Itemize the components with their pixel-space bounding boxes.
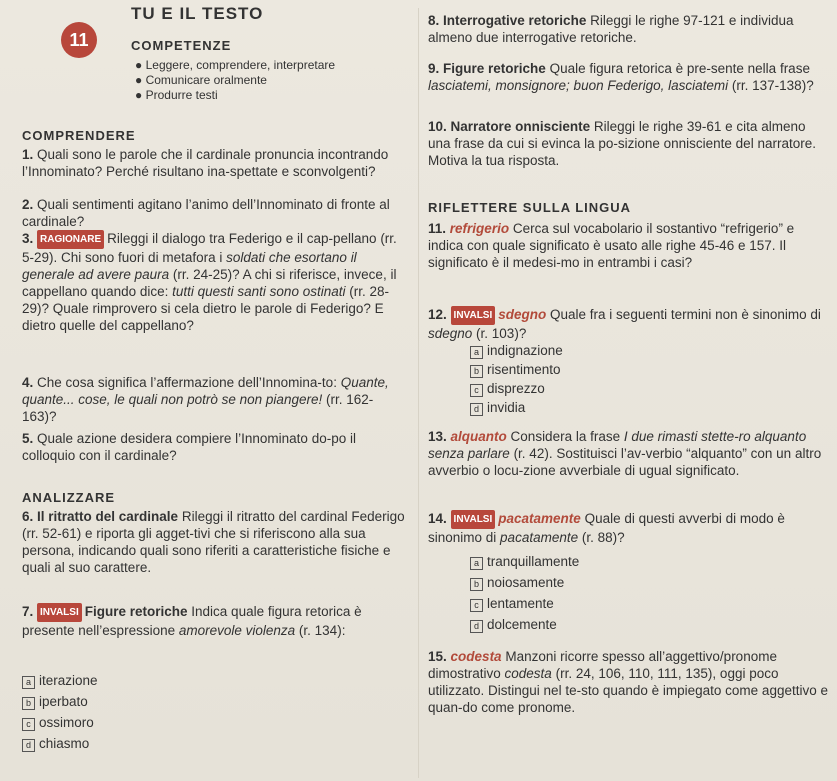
option-b[interactable]: b risentimento xyxy=(470,361,770,378)
option-c[interactable]: c ossimoro xyxy=(22,714,322,731)
option-b[interactable]: b noiosamente xyxy=(470,574,770,591)
question-11: 11. refrigerio Cerca sul vocabolario il sostantivo “refrigerio” e indica con quale significato è usato alle righe 45-46 e 157. Il significato è il medesi-mo in entrambi i casi? xyxy=(428,221,795,270)
question-9: 9. Figure retoriche Quale figura retorica è pre-sente nella frase lasciatemi, monsignore; buon Federigo, lasciatemi (rr. 137-138)? xyxy=(428,61,814,93)
option-a[interactable]: a iterazione xyxy=(22,672,322,689)
column-divider xyxy=(418,8,419,778)
competenza-item: ● Produrre testi xyxy=(135,88,218,102)
option-a[interactable]: a tranquillamente xyxy=(470,553,770,570)
competenza-item: ● Leggere, comprendere, interpretare xyxy=(135,58,336,72)
unit-badge: 11 xyxy=(61,22,97,58)
invalsi-tag: INVALSI xyxy=(451,306,496,325)
question-2: 2. Quali sentimenti agitano l’animo dell’Innominato di fronte al cardinale? xyxy=(22,197,390,229)
question-14-options xyxy=(470,553,770,633)
question-7: 7. INVALSI Figure retoriche Indica quale figura retorica è presente nell’espressione amorevole violenza (r. 134): xyxy=(22,604,362,638)
competenze-heading: COMPETENZE xyxy=(131,38,232,53)
question-12-options xyxy=(470,342,770,416)
comprendere-heading: COMPRENDERE xyxy=(22,128,136,143)
question-4: 4. Che cosa significa l’affermazione dell’Innomina-to: Quante, quante... cose, le quali non potrò se non piangere! (rr. 162-163)? xyxy=(22,375,389,424)
option-d[interactable]: d dolcemente xyxy=(470,616,770,633)
invalsi-tag: INVALSI xyxy=(451,510,496,529)
question-14: 14. INVALSI pacatamente Quale di questi avverbi di modo è sinonimo di pacatamente (r. 88)? xyxy=(428,511,785,545)
option-a[interactable]: a indignazione xyxy=(470,342,770,359)
question-5: 5. Quale azione desidera compiere l’Innominato do-po il colloquio con il cardinale? xyxy=(22,431,356,463)
question-10: 10. Narratore onnisciente Rileggi le righe 39-61 e cita almeno una frase da cui si evinca la po-sizione onnisciente del narratore. Motiva la tua risposta. xyxy=(428,119,816,168)
option-c[interactable]: c disprezzo xyxy=(470,380,770,397)
option-d[interactable]: d chiasmo xyxy=(22,735,322,752)
question-13: 13. alquanto Considera la frase I due rimasti stette-ro alquanto senza parlare (r. 42). Sostituisci l’av-verbio “alquanto” con un altro avverbio o locu-zione avverbiale di ugual significato. xyxy=(428,429,822,478)
competenze-list xyxy=(135,58,405,103)
question-8: 8. Interrogative retoriche Rileggi le righe 97-121 e individua almeno due interrogative retoriche. xyxy=(428,13,794,45)
analizzare-heading: ANALIZZARE xyxy=(22,490,116,505)
question-12: 12. INVALSI sdegno Quale fra i seguenti termini non è sinonimo di sdegno (r. 103)? xyxy=(428,307,821,341)
question-3: 3. RAGIONARE Rileggi il dialogo tra Federigo e il cap-pellano (rr. 5-29). Chi sono fuori di metafora i soldati che esortano il generale ad avere paura (rr. 24-25)? A chi si riferisce, invece, il cappellano quando dice: tutti questi santi sono ostinati (rr. 28-29)? Quale rimprovero si cela dietro le parole di Federigo? E dietro quelle del cappellano? xyxy=(22,231,397,333)
question-6: 6. Il ritratto del cardinale Rileggi il ritratto del cardinal Federigo (rr. 52-61) e riporta gli agget-tivi che si riferiscono alla sua persona, indicando quali sono riferiti a caratteristiche fisiche e quali al suo carattere. xyxy=(22,509,405,575)
question-1: 1. Quali sono le parole che il cardinale pronuncia incontrando l’Innominato? Perché risultano ina-spettate e sconvolgenti? xyxy=(22,147,389,179)
option-c[interactable]: c lentamente xyxy=(470,595,770,612)
riflettere-heading: RIFLETTERE SULLA LINGUA xyxy=(428,200,632,215)
page-title: TU E IL TESTO xyxy=(131,4,264,23)
invalsi-tag: INVALSI xyxy=(37,603,82,622)
question-7-options xyxy=(22,672,322,752)
ragionare-tag: RAGIONARE xyxy=(37,230,104,249)
option-d[interactable]: d invidia xyxy=(470,399,770,416)
option-b[interactable]: b iperbato xyxy=(22,693,322,710)
question-15: 15. codesta Manzoni ricorre spesso all’aggettivo/pronome dimostrativo codesta (rr. 24, 106, 110, 111, 135), oggi poco utilizzato. Distingui nel te-sto quando è impiegato come aggettivo e quan-do come pronome. xyxy=(428,649,828,715)
competenza-item: ● Comunicare oralmente xyxy=(135,73,267,87)
